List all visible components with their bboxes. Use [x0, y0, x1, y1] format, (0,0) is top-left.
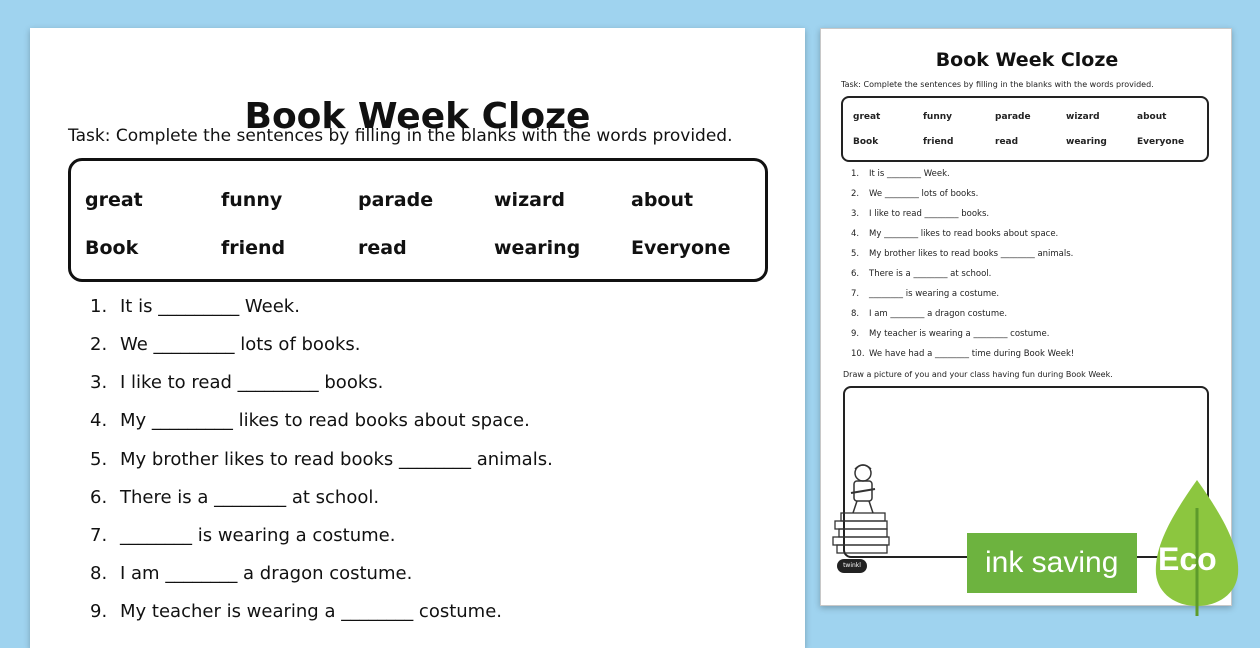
question-number: 6.	[851, 269, 860, 279]
question-text: My brother likes to read books ________ animals.	[120, 449, 553, 470]
ink-saving-banner: ink saving	[967, 533, 1137, 593]
question-item	[90, 334, 360, 355]
question-text: My teacher is wearing a ________ costume.	[869, 329, 1050, 339]
word-bank-item: about	[1137, 112, 1167, 122]
question-item	[90, 601, 502, 622]
word-bank-item: read	[995, 137, 1019, 147]
question-text: There is a ________ at school.	[869, 269, 992, 279]
question-number: 1.	[90, 296, 108, 317]
word-bank-item: Book	[853, 137, 879, 147]
question-text: My _________ likes to read books about space.	[120, 410, 530, 431]
word-bank-item: wearing	[494, 237, 581, 259]
question-number: 9.	[851, 329, 860, 339]
question-number: 7.	[90, 525, 108, 546]
word-bank-item: parade	[995, 112, 1031, 122]
preview-task: Task: Complete the sentences by filling in the blanks with the words provided.	[841, 80, 1154, 89]
question-number: 2.	[90, 334, 108, 355]
preview-title: Book Week Cloze	[935, 49, 1119, 71]
word-bank-item: Everyone	[1137, 137, 1185, 147]
question-number: 3.	[851, 209, 860, 219]
question-text: My ________ likes to read books about space.	[869, 229, 1059, 239]
question-item	[851, 249, 1073, 259]
drawing-instructions: Draw a picture of you and your class having fun during Book Week.	[843, 370, 1113, 379]
question-number: 2.	[851, 189, 860, 199]
question-text: We have had a ________ time during Book Week!	[869, 349, 1075, 359]
worksheet-zoomed	[30, 28, 805, 648]
word-bank-item: wizard	[1066, 112, 1100, 122]
question-number: 4.	[90, 410, 108, 431]
question-text: My brother likes to read books ________ animals.	[869, 249, 1074, 259]
question-text: It is _________ Week.	[120, 296, 300, 317]
question-item	[851, 349, 1074, 359]
question-text: My teacher is wearing a ________ costume.	[120, 601, 503, 622]
question-item	[90, 525, 395, 546]
question-number: 8.	[90, 563, 108, 584]
question-text: There is a ________ at school.	[120, 487, 380, 508]
question-number: 10.	[851, 349, 865, 359]
question-item	[90, 487, 379, 508]
word-bank-item: friend	[923, 137, 954, 147]
question-text: I like to read _________ books.	[120, 372, 384, 393]
word-bank-item: wizard	[494, 189, 565, 211]
page-title: Book Week Cloze	[244, 96, 591, 137]
question-item	[851, 269, 991, 279]
word-bank-item: friend	[221, 237, 286, 259]
question-number: 9.	[90, 601, 108, 622]
eco-label: Eco	[1158, 541, 1217, 577]
word-bank-item: great	[85, 189, 143, 211]
question-item	[90, 296, 300, 317]
question-text: I like to read ________ books.	[869, 209, 990, 219]
question-text: We _________ lots of books.	[120, 334, 361, 355]
question-item	[90, 449, 553, 470]
brand-logo: twinkl	[837, 559, 867, 573]
word-bank-item: great	[853, 112, 881, 122]
child-reading-illustration	[827, 459, 899, 555]
word-bank-item: funny	[923, 112, 953, 122]
word-bank	[68, 158, 768, 282]
question-number: 7.	[851, 289, 860, 299]
question-item	[90, 410, 530, 431]
question-item	[851, 189, 978, 199]
question-text: I am ________ a dragon costume.	[120, 563, 413, 584]
word-bank-item: parade	[358, 189, 434, 211]
question-number: 1.	[851, 169, 860, 179]
question-item	[851, 229, 1058, 239]
question-item	[90, 563, 412, 584]
question-number: 8.	[851, 309, 860, 319]
question-text: I am ________ a dragon costume.	[869, 309, 1008, 319]
question-number: 6.	[90, 487, 108, 508]
question-item	[851, 289, 999, 299]
question-item	[851, 309, 1007, 319]
preview-word-bank	[841, 96, 1209, 162]
question-text: ________ is wearing a costume.	[869, 289, 1000, 299]
word-bank-item: Everyone	[631, 237, 731, 259]
question-item	[90, 372, 383, 393]
question-number: 5.	[90, 449, 108, 470]
question-number: 5.	[851, 249, 860, 259]
question-item	[851, 209, 989, 219]
question-text: ________ is wearing a costume.	[120, 525, 396, 546]
question-number: 3.	[90, 372, 108, 393]
question-text: It is ________ Week.	[869, 169, 950, 179]
word-bank-item: funny	[221, 189, 283, 211]
question-text: We ________ lots of books.	[869, 189, 979, 199]
word-bank-item: Book	[85, 237, 139, 259]
word-bank-item: read	[358, 237, 407, 259]
word-bank-item: about	[631, 189, 694, 211]
question-item	[851, 329, 1049, 339]
task-instructions: Task: Complete the sentences by filling in the blanks with the words provided.	[68, 126, 733, 146]
question-number: 4.	[851, 229, 860, 239]
word-bank-item: wearing	[1066, 137, 1107, 147]
question-item	[851, 169, 950, 179]
